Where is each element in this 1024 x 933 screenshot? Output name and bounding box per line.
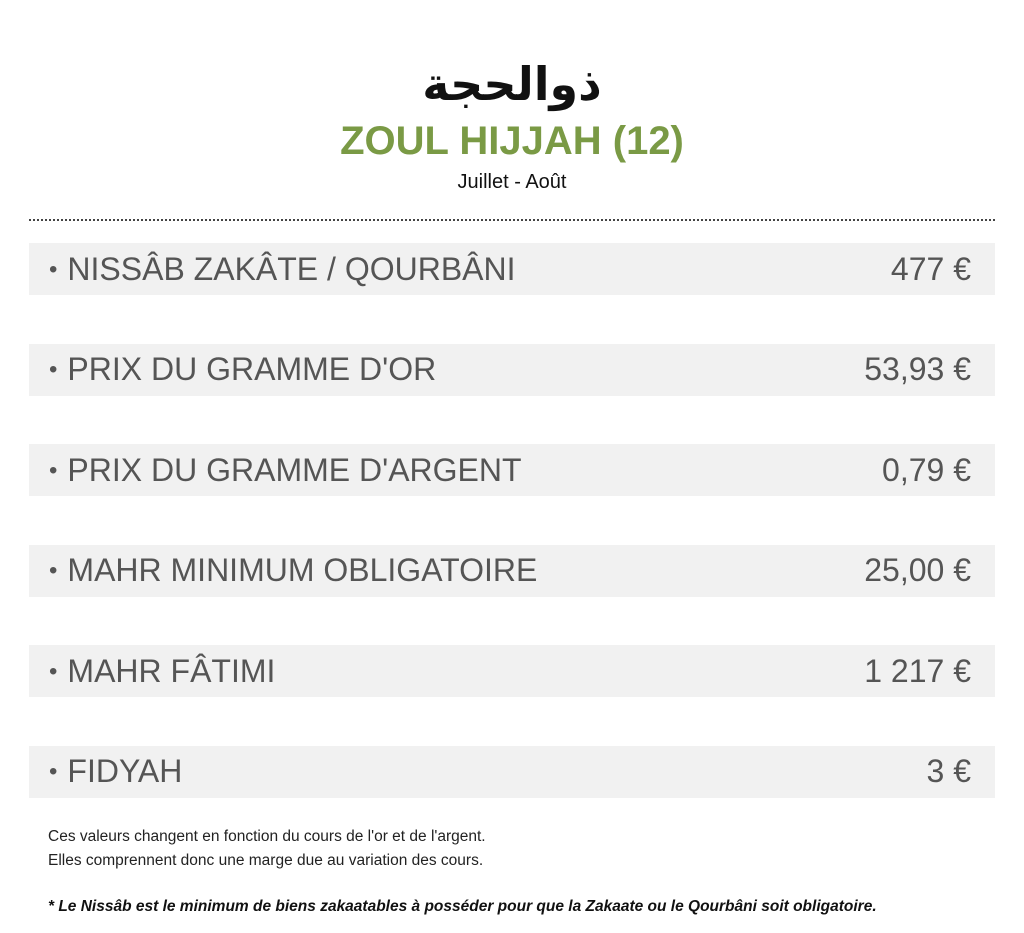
bullet-icon: • [49, 758, 58, 785]
row-mahr-fatimi [29, 645, 995, 697]
row-label [49, 552, 537, 589]
notes [48, 825, 988, 873]
values-list [29, 243, 995, 846]
bullet-icon: • [49, 255, 58, 283]
row-label-text: NISSÂB ZAKÂTE / QOURBÂNI [67, 250, 516, 287]
note-line-1: Ces valeurs changent en fonction du cours de l'or et de l'argent. [48, 828, 486, 845]
dotted-divider [29, 219, 995, 221]
row-label [49, 452, 522, 489]
month-title: ZOUL HIJJAH (12) [340, 119, 684, 163]
row-gold-price [29, 344, 995, 396]
row-silver-price [29, 444, 995, 496]
row-label [49, 753, 182, 790]
row-value: 0,79 € [882, 451, 971, 488]
row-label-text: PRIX DU GRAMME D'OR [67, 351, 437, 387]
row-label [49, 251, 516, 288]
row-nissab [29, 243, 995, 295]
bullet-icon: • [49, 657, 58, 685]
row-label [49, 653, 275, 690]
row-value: 53,93 € [864, 351, 971, 387]
row-label-text: PRIX DU GRAMME D'ARGENT [67, 451, 522, 488]
note-line-2: Elles comprennent donc une marge due au variation des cours. [48, 852, 484, 869]
row-value: 1 217 € [864, 652, 971, 689]
row-label-text: FIDYAH [67, 753, 183, 789]
row-label-text: MAHR FÂTIMI [67, 652, 276, 689]
row-fidyah [29, 746, 995, 798]
bullet-icon: • [49, 456, 58, 484]
row-label-text: MAHR MINIMUM OBLIGATOIRE [67, 552, 538, 588]
row-value: 3 € [926, 753, 971, 789]
month-subtitle: Juillet - Août [457, 171, 567, 193]
arabic-month-title: ذوالحجة [422, 57, 602, 111]
bullet-icon: • [49, 356, 58, 383]
bullet-icon: • [49, 557, 58, 584]
row-mahr-minimum [29, 545, 995, 597]
footnote: * Le Nissâb est le minimum de biens zakaatables à posséder pour que la Zakaate ou le Qourbâni soit obligatoire. [48, 898, 877, 915]
row-label [49, 351, 436, 388]
row-value: 25,00 € [864, 552, 971, 588]
row-value: 477 € [890, 250, 971, 287]
